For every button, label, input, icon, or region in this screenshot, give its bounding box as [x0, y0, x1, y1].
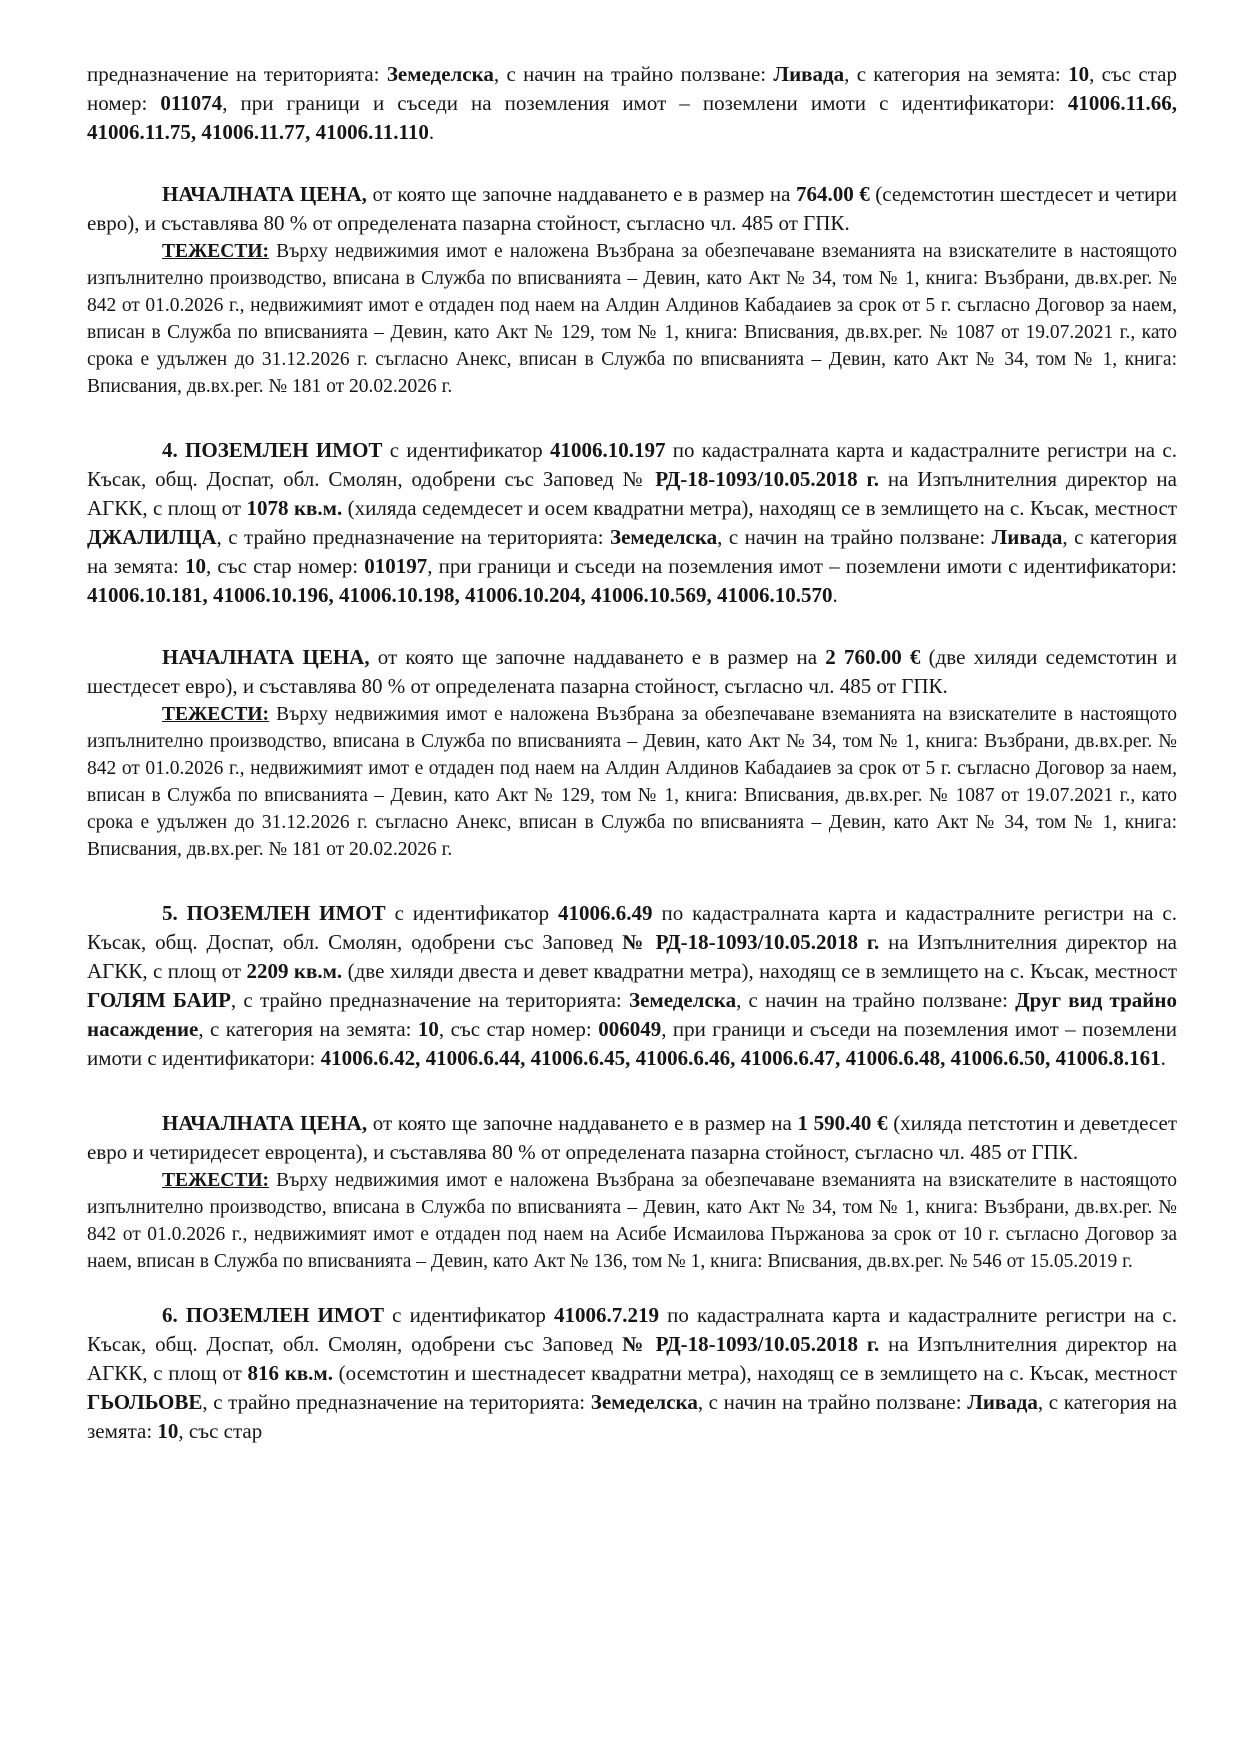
category: 10: [1068, 62, 1090, 86]
starting-price-3: [87, 180, 1177, 238]
text: ), и съставлява 80 % от определената пазарна стойност, съгласно чл. 485 от ГПК.: [225, 674, 948, 698]
text: , при граници и съседи на поземления имот – поземлени имоти с идентификатори:: [427, 554, 1178, 578]
text: по кадастралната карта и кадастралните регистри на с. Късак, общ. Доспат, обл. Смолян, одобрени със Заповед: [87, 1303, 1177, 1356]
old-number: 010197: [364, 554, 428, 578]
text: , с трайно предназначение на територията:: [216, 525, 611, 549]
burdens-label: ТЕЖЕСТИ:: [162, 1170, 270, 1191]
text: .: [1160, 1046, 1166, 1070]
text: (две хиляди седемстотин и шестдесет евро: [87, 645, 1178, 698]
text: по кадастралната карта и кадастралните регистри на с. Късак, общ. Доспат, обл. Смолян, одобрени със Заповед: [87, 901, 1177, 954]
starting-price-label: НАЧАЛНАТА ЦЕНА,: [162, 182, 367, 206]
text: с идентификатор: [385, 901, 559, 925]
text: (седемстотин шестдесет и четири евро: [87, 182, 1177, 235]
text: , със стар номер:: [206, 554, 365, 578]
text: по кадастралната карта и кадастралните регистри на с. Късак, общ. Доспат, обл. Смолян, одобрени със Заповед №: [87, 438, 1177, 491]
text: , с начин на трайно ползване:: [697, 1390, 968, 1414]
text: .: [428, 120, 435, 144]
text: , с трайно предназначение на територията:: [230, 988, 629, 1012]
text: ), и съставлява 80 % от определената пазарна стойност, съгласно чл. 485 от ГПК.: [355, 1140, 1079, 1164]
land-use: Земеделска: [610, 525, 718, 549]
property-area: 816 кв.м.: [247, 1361, 333, 1385]
property-area: 1078 кв.м.: [246, 496, 343, 520]
text: от която ще започне наддаването е в размер на: [366, 182, 796, 206]
locality: ГЬОЛЬОВЕ: [87, 1390, 203, 1414]
text: на Изпълнителния директор на АГКК, с площ от: [87, 467, 1177, 520]
burdens-3: [87, 238, 1177, 400]
text: , със стар номер:: [438, 1017, 599, 1041]
category: 10: [417, 1017, 439, 1041]
text: , със стар номер:: [87, 62, 1178, 115]
old-number: 006049: [598, 1017, 662, 1041]
text: (хиляда седемдесет и осем квадратни метра), находящ се в землището на с. Късак, местност: [342, 496, 1177, 520]
neighbor-identifiers: 41006.10.181, 41006.10.196, 41006.10.198, 41006.10.204, 41006.10.569, 41006.10.570: [87, 583, 833, 607]
land-use: Земеделска: [628, 988, 737, 1012]
property-heading: 4. ПОЗЕМЛЕН ИМОТ: [162, 438, 383, 462]
burdens-text: Върху недвижимия имот е наложена Възбрана за обезпечаване вземанията на взискателите в настоящото изпълнително производство, вписана в Служба по вписванията – Девин, като Акт № 34, том № 1, книга: Възбрани, дв.вх.рег. № 842 от 01.0.2026 г., недвижимият имот е отдаден под наем на Алдин Алдинов Кабадаиев за срок от 5 г. съгласно Договор за наем, вписан в Служба по вписванията – Девин, като Акт № 129, том № 1, книга: Вписвания, дв.вх.рег. № 1087 от 19.07.2021 г., като срока е удължен до 31.12.2026 г. съгласно Анекс, вписан в Служба по вписванията – Девин, като Акт № 34, том № 1, книга: Вписвания, дв.вх.рег. № 181 от 20.02.2026 г.: [87, 241, 1177, 397]
property-6: [87, 1301, 1177, 1446]
text: (хиляда петстотин и деветдесет евро и четиридесет евроцента: [87, 1111, 1178, 1164]
burdens-label: ТЕЖЕСТИ:: [162, 704, 270, 725]
locality: ДЖАЛИЛЦА: [87, 525, 217, 549]
starting-price-label: НАЧАЛНАТА ЦЕНА,: [162, 645, 370, 669]
text: , при граници и съседи на поземления имот – поземлени имоти с идентификатори:: [222, 91, 1068, 115]
property-heading: 5. ПОЗЕМЛЕН ИМОТ: [162, 901, 386, 925]
starting-price-4: [87, 643, 1177, 701]
starting-price-amount: 2 760.00 €: [825, 645, 921, 669]
starting-price-amount: 1 590.40 €: [797, 1111, 888, 1135]
starting-price-5: [87, 1109, 1177, 1167]
text: , със стар: [178, 1419, 263, 1443]
text: , с трайно предназначение на територията:: [202, 1390, 591, 1414]
burdens-text: Върху недвижимия имот е наложена Възбрана за обезпечаване вземанията на взискателите в настоящото изпълнително производство, вписана в Служба по вписванията – Девин, като Акт № 34, том № 1, книга: Възбрани, дв.вх.рег. № 842 от 01.0.2026 г., недвижимият имот е отдаден под наем на Алдин Алдинов Кабадаиев за срок от 5 г. съгласно Договор за наем, вписан в Служба по вписванията – Девин, като Акт № 129, том № 1, книга: Вписвания, дв.вх.рег. № 1087 от 19.07.2021 г., като срока е удължен до 31.12.2026 г. съгласно Анекс, вписан в Служба по вписванията – Девин, като Акт № 34, том № 1, книга: Вписвания, дв.вх.рег. № 181 от 20.02.2026 г.: [87, 704, 1177, 860]
document-page: [87, 60, 1177, 1446]
neighbor-identifiers: 41006.11.66, 41006.11.75, 41006.11.77, 41006.11.110: [87, 91, 1177, 144]
text: предназначение на територията:: [87, 62, 387, 86]
text: с идентификатор: [384, 1303, 555, 1327]
text: (осемстотин и шестнадесет квадратни метра), находящ се в землището на с. Късак, местност: [332, 1361, 1177, 1385]
property-heading: 6. ПОЗЕМЛЕН ИМОТ: [162, 1303, 385, 1327]
property-area: 2209 кв.м.: [246, 959, 343, 983]
burdens-5: [87, 1167, 1177, 1275]
text: , при граници и съседи на поземления имот – поземлени имоти с идентификатори:: [87, 1017, 1178, 1070]
usage: Ливада: [967, 1390, 1038, 1414]
usage: Друг вид трайно насаждение: [87, 988, 1177, 1041]
order-number: РД-18-1093/10.05.2018 г.: [655, 467, 879, 491]
text: .: [832, 583, 838, 607]
property-5: [87, 899, 1177, 1073]
text: , с начин на трайно ползване:: [736, 988, 1016, 1012]
burdens-text: Върху недвижимия имот е наложена Възбрана за обезпечаване вземанията на взискателите в настоящото изпълнително производство, вписана в Служба по вписванията – Девин, като Акт № 34, том № 1, книга: Възбрани, дв.вх.рег. № 842 от 01.0.2026 г., недвижимият имот е отдаден под наем на Асибе Исмаилова Пържанова за срок от 10 г. съгласно Договор за наем, вписан в Служба по вписванията – Девин, като Акт № 136, том № 1, книга: Вписвания, дв.вх.рег. № 546 от 15.05.2019 г.: [87, 1170, 1177, 1272]
text: на Изпълнителния директор на АГКК, с площ от: [87, 930, 1178, 983]
category: 10: [185, 554, 207, 578]
burdens-4: [87, 701, 1177, 863]
land-use: Земеделска: [386, 62, 494, 86]
text: , с начин на трайно ползване:: [493, 62, 774, 86]
old-number: 011074: [160, 91, 223, 115]
text: (две хиляди двеста и девет квадратни метра), находящ се в землището на с. Късак, местност: [342, 959, 1178, 983]
text: , с категория на земята:: [87, 525, 1178, 578]
text: , с начин на трайно ползване:: [717, 525, 992, 549]
text: , с категория на земята:: [844, 62, 1069, 86]
text: ), и съставлява 80 % от определената пазарна стойност, съгласно чл. 485 от ГПК.: [127, 211, 850, 235]
property-identifier: 41006.10.197: [549, 438, 666, 462]
category: 10: [157, 1419, 179, 1443]
neighbor-identifiers: 41006.6.42, 41006.6.44, 41006.6.45, 41006.6.46, 41006.6.47, 41006.6.48, 41006.6.50, 41006.8.161: [320, 1046, 1161, 1070]
text: на Изпълнителния директор на АГКК, с площ от: [87, 1332, 1178, 1385]
land-use: Земеделска: [590, 1390, 698, 1414]
starting-price-label: НАЧАЛНАТА ЦЕНА,: [162, 1111, 368, 1135]
usage: Ливада: [773, 62, 845, 86]
burdens-label: ТЕЖЕСТИ:: [162, 241, 270, 262]
property-identifier: 41006.7.219: [554, 1303, 660, 1327]
property-3-continuation: [87, 60, 1177, 147]
text: от която ще започне наддаването е в размер на: [367, 1111, 798, 1135]
text: , с категория на земята:: [198, 1017, 418, 1041]
text: , с категория на земята:: [87, 1390, 1178, 1443]
property-identifier: 41006.6.49: [558, 901, 653, 925]
text: от която ще започне наддаването е в размер на: [369, 645, 826, 669]
usage: Ливада: [991, 525, 1063, 549]
text: с идентификатор: [382, 438, 550, 462]
order-number: № РД-18-1093/10.05.2018 г.: [622, 930, 880, 954]
locality: ГОЛЯМ БАИР: [87, 988, 231, 1012]
property-4: [87, 436, 1177, 610]
starting-price-amount: 764.00 €: [795, 182, 870, 206]
order-number: № РД-18-1093/10.05.2018 г.: [622, 1332, 880, 1356]
